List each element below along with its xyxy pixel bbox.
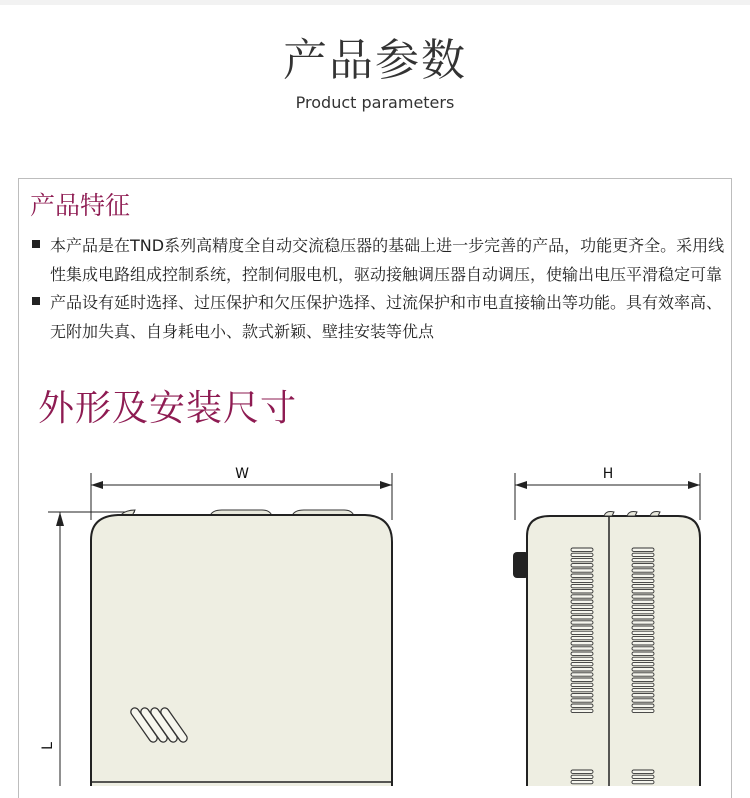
arrow-right-icon (688, 481, 700, 489)
vent-slot (571, 662, 593, 665)
feature-text-2: 产品设有延时选择、过压保护和欠压保护选择、过流保护和市电直接输出等功能。具有效率高、无附加失真、自身耗电小、款式新颖、壁挂安装等优点 (50, 293, 723, 341)
vent-slot (632, 621, 654, 624)
dimension-drawing (0, 440, 750, 786)
vent-slot (632, 652, 654, 655)
vent-slot (571, 709, 593, 712)
dimensions-heading: 外形及安装尺寸 (38, 388, 298, 429)
vent-slot (571, 610, 593, 613)
vent-slot (632, 647, 654, 650)
feature-text-1: 本产品是在TND系列高精度全自动交流稳压器的基础上进一步完善的产品，功能更齐全。采用线性集成电路组成控制系统，控制伺服电机，驱动接触调压器自动调压，使输出电压平滑稳定可靠 (50, 236, 725, 284)
features-heading: 产品特征 (30, 191, 131, 220)
list-item (30, 232, 730, 289)
vent-slot (571, 569, 593, 572)
vent-slot (571, 694, 593, 697)
l-label: L (40, 742, 56, 750)
vent-slot (632, 699, 654, 702)
vent-slot (571, 699, 593, 702)
vent-slot (571, 564, 593, 567)
arrow-left-icon (91, 481, 103, 489)
vent-slot (571, 688, 593, 691)
vent-slot (632, 553, 654, 556)
w-label: W (235, 466, 249, 482)
vent-slot (571, 683, 593, 686)
page-subtitle: Product parameters (295, 93, 455, 112)
top-bump (650, 512, 660, 517)
vent-slot (571, 595, 593, 598)
arrow-up-icon (56, 512, 64, 526)
vent-slot (632, 626, 654, 629)
vent-slot (571, 704, 593, 707)
arrow-right-icon (380, 481, 392, 489)
vent-slot (571, 657, 593, 660)
vent-slot (632, 595, 654, 598)
vent-slot (632, 683, 654, 686)
vent-slot (571, 636, 593, 639)
vent-slot (632, 709, 654, 712)
vent-slot (632, 574, 654, 577)
vent-slot (632, 780, 654, 783)
vent-slot (571, 631, 593, 634)
vent-slot (632, 564, 654, 567)
bullet-square-icon (32, 240, 40, 248)
side-body (527, 516, 700, 786)
vent-slot (632, 558, 654, 561)
vent-slot (632, 673, 654, 676)
list-item (30, 289, 730, 346)
vent-slot (632, 636, 654, 639)
side-view (513, 466, 700, 786)
vent-slot (632, 579, 654, 582)
vent-slot (632, 569, 654, 572)
vent-slot (632, 775, 654, 778)
front-view (40, 466, 392, 786)
page-title: 产品参数 (283, 35, 467, 86)
vent-slot (571, 668, 593, 671)
vent-slot (632, 600, 654, 603)
vent-slot (571, 678, 593, 681)
vent-slot (571, 626, 593, 629)
vent-slot (571, 548, 593, 551)
vent-slot (571, 584, 593, 587)
vent-slot (632, 770, 654, 773)
vent-slot (571, 775, 593, 778)
vent-slot (571, 673, 593, 676)
vent-slot (632, 590, 654, 593)
vent-slot (571, 590, 593, 593)
vent-slot (571, 579, 593, 582)
vent-slot (571, 642, 593, 645)
vent-slot (632, 610, 654, 613)
top-band (0, 0, 750, 5)
bullet-square-icon (32, 297, 40, 305)
vent-slot (571, 605, 593, 608)
vent-slot (571, 621, 593, 624)
vent-slot (571, 652, 593, 655)
vent-slot (632, 605, 654, 608)
vent-slot (571, 770, 593, 773)
vent-slot (632, 548, 654, 551)
vent-slot (571, 553, 593, 556)
vent-slot (632, 688, 654, 691)
top-bump (627, 512, 637, 517)
vent-slot (632, 662, 654, 665)
vent-slot (632, 584, 654, 587)
vent-slot (571, 558, 593, 561)
vent-slot (571, 647, 593, 650)
front-body (91, 515, 392, 786)
h-label: H (602, 466, 614, 482)
vent-slot (632, 704, 654, 707)
vent-slot (632, 642, 654, 645)
vent-slot (632, 657, 654, 660)
vent-slot (571, 600, 593, 603)
vent-slot (632, 631, 654, 634)
vent-slot (632, 668, 654, 671)
vent-slot (571, 574, 593, 577)
vent-slot (571, 780, 593, 783)
vent-slot (632, 694, 654, 697)
vent-slot (571, 616, 593, 619)
top-bump (604, 512, 614, 517)
features-list (30, 232, 730, 346)
arrow-left-icon (515, 481, 527, 489)
vent-slot (632, 616, 654, 619)
vent-slot (632, 678, 654, 681)
